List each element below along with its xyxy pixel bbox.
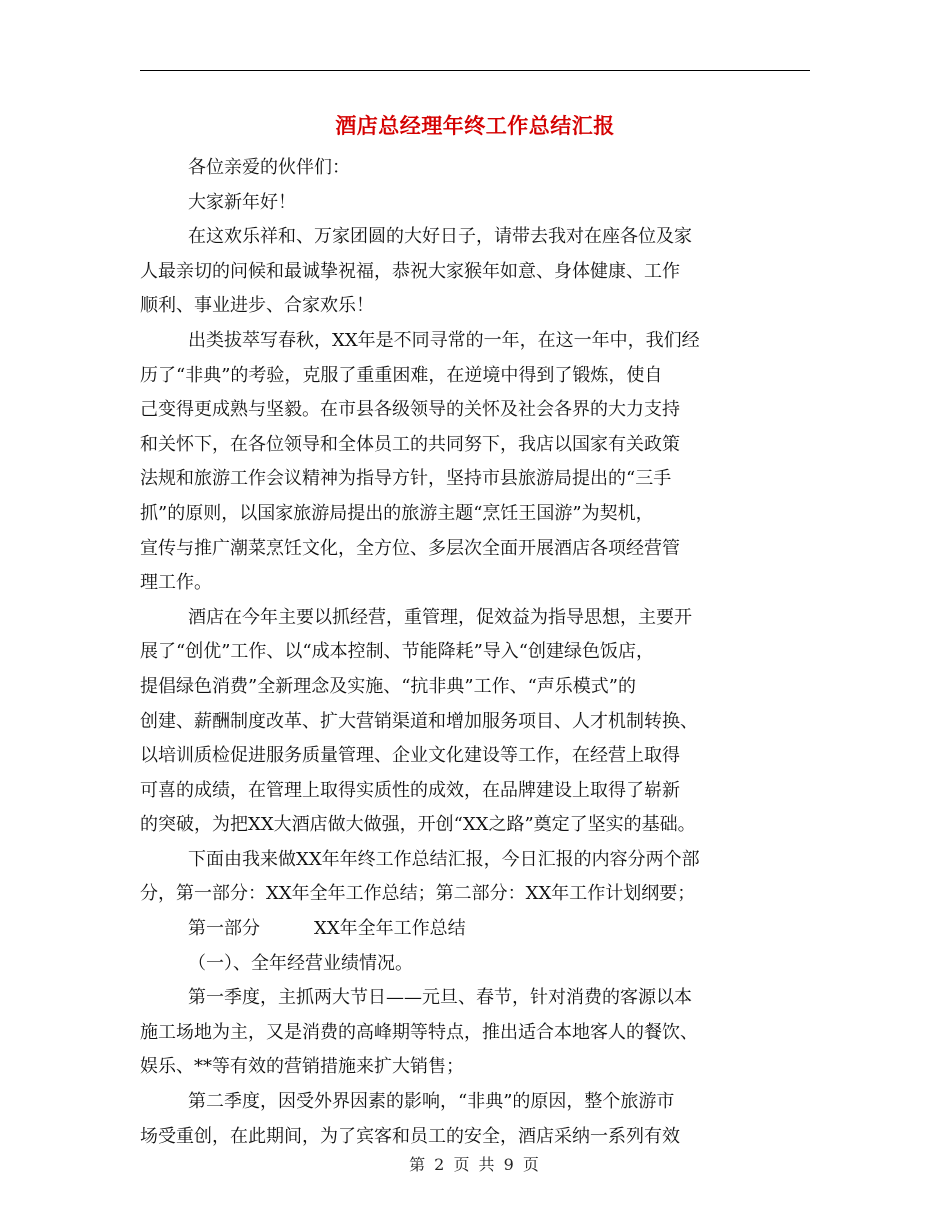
paragraph-line: 酒店在今年主要以抓经营，重管理，促效益为指导思想，主要开	[188, 606, 692, 628]
paragraph-line: 展了“创优”工作、以“成本控制、节能降耗”导入“创建绿色饭店，	[140, 641, 655, 663]
document-title: 酒店总经理年终工作总结汇报	[335, 113, 615, 138]
paragraph	[140, 981, 810, 1085]
paragraph-line: 第二季度，因受外界因素的影响，“非典”的原因，整个旅游市	[188, 1091, 675, 1113]
paragraph-line: 娱乐、**等有效的营销措施来扩大销售；	[140, 1056, 464, 1078]
paragraph-line: 可喜的成绩，在管理上取得实质性的成效，在品牌建设上取得了崭新	[140, 779, 680, 801]
paragraph-line: 下面由我来做XX年年终工作总结汇报，今日汇报的内容分两个部	[188, 848, 700, 870]
paragraph	[140, 843, 810, 912]
paragraph-line: 的突破，为把XX大酒店做大做强，开创“XX之路”奠定了坚实的基础。	[140, 814, 696, 836]
paragraph-line: 大家新年好！	[188, 191, 296, 213]
page-footer: 第 2 页 共 9 页	[409, 1155, 541, 1174]
paragraph-line: 理工作。	[140, 572, 212, 594]
paragraph-line: 分，第一部分：XX年全年工作总结；第二部分：XX年工作计划纲要；	[140, 883, 696, 905]
paragraph-line: 施工场地为主，又是消费的高峰期等特点，推出适合本地客人的餐饮、	[140, 1021, 698, 1043]
paragraph-line: 人最亲切的问候和最诚挚祝福，恭祝大家猴年如意、身体健康、工作	[140, 260, 680, 282]
paragraph-line: 在这欢乐祥和、万家团圆的大好日子，请带去我对在座各位及家	[188, 226, 692, 248]
paragraph-line: 顺利、事业进步、合家欢乐！	[140, 295, 374, 317]
paragraph-line: 场受重创，在此期间，为了宾客和员工的安全，酒店采纳一系列有效	[140, 1125, 680, 1147]
paragraph	[140, 186, 810, 221]
paragraph-line: 各位亲爱的伙伴们：	[188, 157, 350, 178]
paragraph-line: 创建、薪酬制度改革、扩大营销渠道和增加服务项目、人才机制转换、	[140, 710, 698, 732]
paragraph	[140, 220, 810, 324]
paragraph-line: 法规和旅游工作会议精神为指导方针，坚持市县旅游局提出的“三手	[140, 468, 672, 490]
paragraph	[140, 151, 810, 186]
document-body	[140, 151, 810, 1154]
paragraph-line: 宣传与推广潮菜烹饪文化，全方位、多层次全面开展酒店各项经营管	[140, 537, 680, 559]
paragraph-line: 以培训质检促进服务质量管理、企业文化建设等工作，在经营上取得	[140, 745, 680, 767]
paragraph	[140, 601, 810, 843]
paragraph	[140, 1085, 810, 1154]
paragraph-line: 出类拔萃写春秋，XX年是不同寻常的一年，在这一年中，我们经	[188, 329, 700, 351]
paragraph-line: 第一季度，主抓两大节日——元旦、春节，针对消费的客源以本	[188, 987, 692, 1009]
paragraph-line: 第一部分 XX年全年工作总结	[188, 918, 466, 940]
paragraph-line: （一）、全年经营业绩情况。	[188, 952, 413, 974]
paragraph	[140, 912, 810, 947]
paragraph	[140, 947, 810, 982]
paragraph-line: 提倡绿色消费”全新理念及实施、“抗非典”工作、“声乐模式”的	[140, 675, 637, 697]
paragraph	[140, 324, 810, 601]
paragraph-line: 己变得更成熟与坚毅。在市县各级领导的关怀及社会各界的大力支持	[140, 399, 680, 421]
paragraph-line: 抓”的原则，以国家旅游局提出的旅游主题“烹饪王国游”为契机，	[140, 502, 654, 524]
paragraph-line: 历了“非典”的考验，克服了重重困难，在逆境中得到了锻炼，使自	[140, 364, 663, 386]
paragraph-line: 和关怀下，在各位领导和全体员工的共同努下，我店以国家有关政策	[140, 433, 680, 455]
header-rule	[140, 70, 810, 71]
